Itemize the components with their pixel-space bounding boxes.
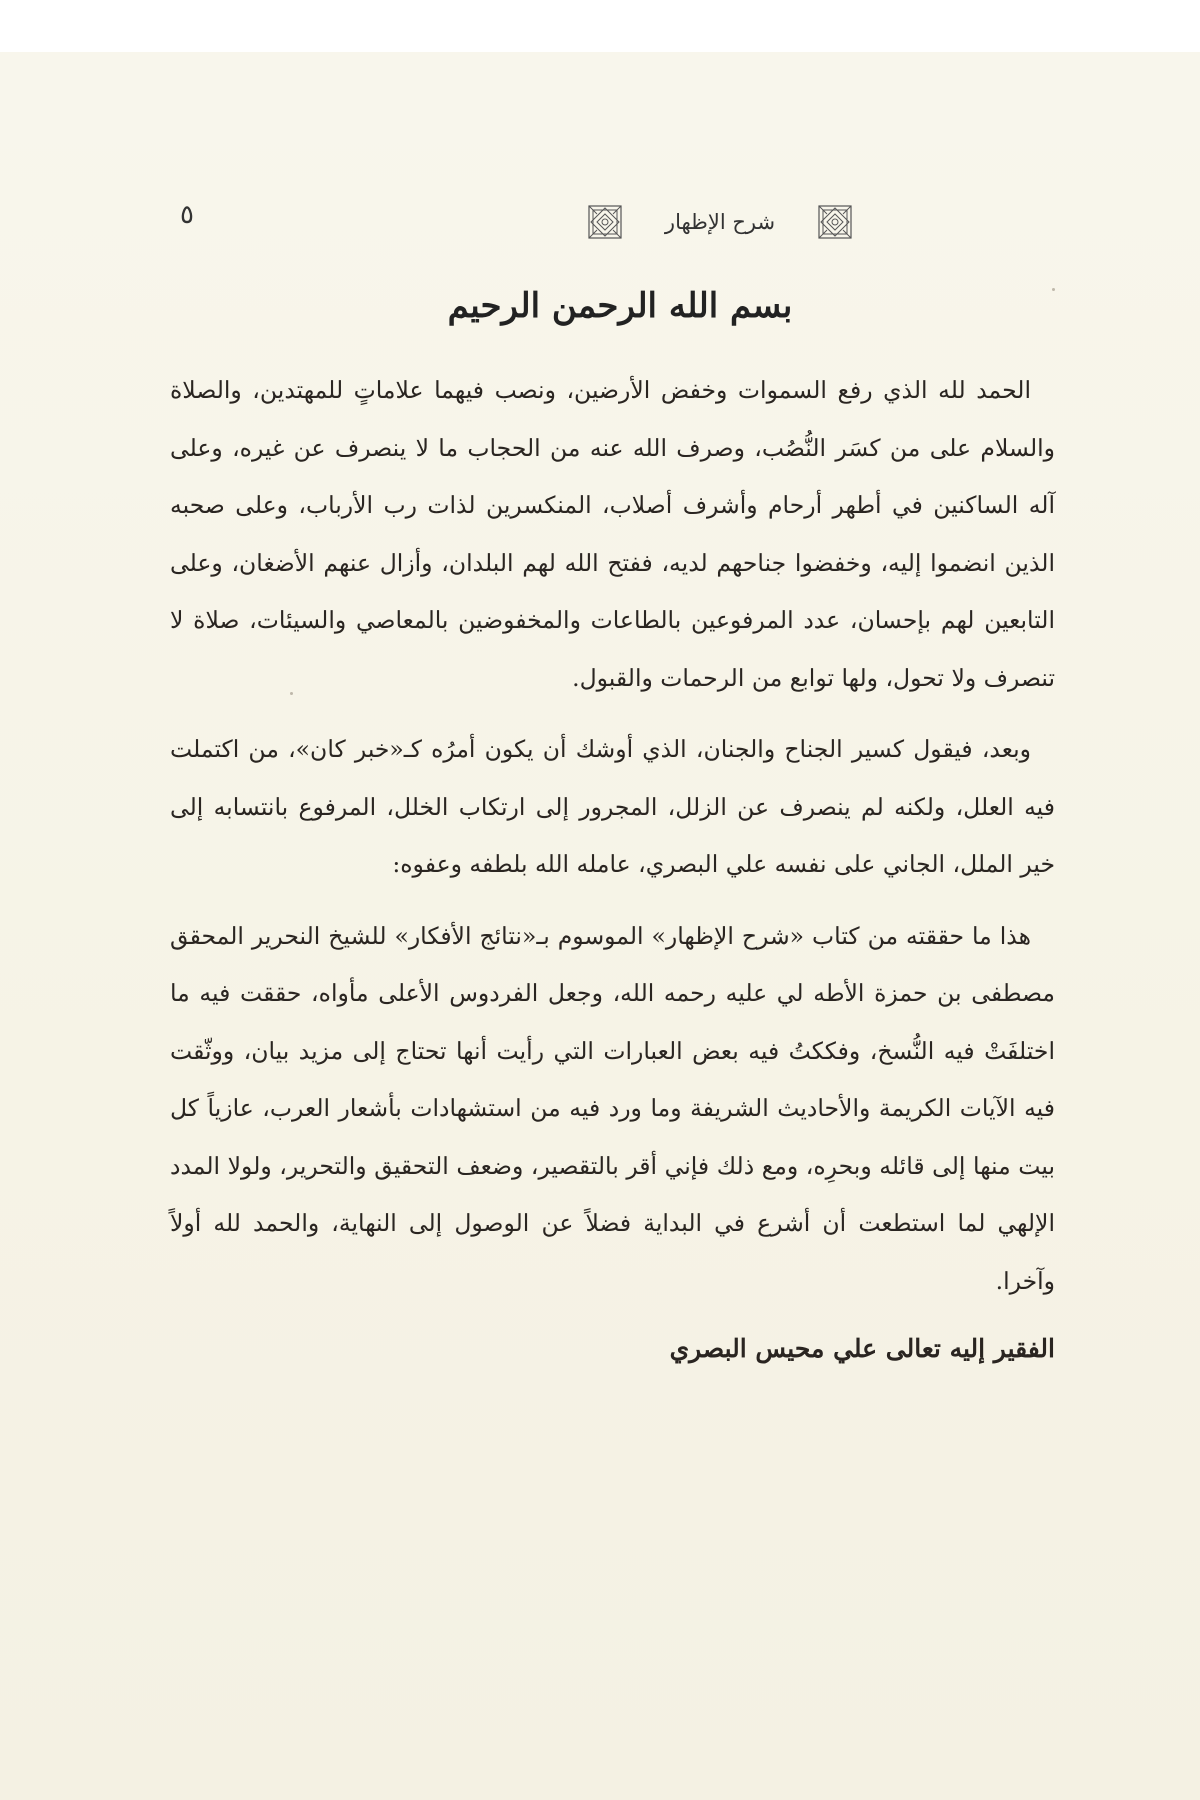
- basmala-heading: بسم الله الرحمن الرحيم: [447, 286, 793, 326]
- geometric-ornament-icon: [817, 204, 853, 240]
- book-title: شرح الإظهار: [664, 210, 776, 234]
- page-number: ٥: [180, 200, 194, 230]
- body-text: [170, 362, 1055, 1374]
- author-signature: الفقير إليه تعالى علي محيس البصري: [669, 1334, 1055, 1363]
- geometric-ornament-icon: [587, 204, 623, 240]
- header-title-group: [490, 192, 950, 252]
- running-header: [180, 192, 1060, 252]
- paragraph-introduction: وبعد، فيقول كسير الجناح والجنان، الذي أوشك أن يكون أمرُه كـ«خبر كان»، من اكتملت فيه العلل، ولكنه لم ينصرف عن الزلل، المجرور إلى ارتكاب الخلل، المرفوع بانتسابه إلى خير الملل، الجاني على نفسه علي البصري، عامله الله بلطفه وعفوه:: [170, 735, 1055, 878]
- paragraph-praise: الحمد لله الذي رفع السموات وخفض الأرضين، ونصب فيهما علاماتٍ للمهتدين، والصلاة والسلام على من كسَر النُّصُب، وصرف الله عنه من الحجاب ما لا ينصرف عن غيره، وعلى آله الساكنين في أطهر أرحام وأشرف أصلاب، المنكسرين لذات رب الأرباب، وعلى صحبه الذين انضموا إليه، وخفضوا جناحهم لديه، ففتح الله لهم البلدان، وأزال عنهم الأضغان، وعلى التابعين لهم بإحسان، عدد المرفوعين بالطاعات والمخفوضين بالمعاصي والسيئات، صلاة لا تنصرف ولا تحول، ولها توابع من الرحمات والقبول.: [170, 376, 1055, 692]
- scan-top-margin: [0, 0, 1200, 52]
- paragraph-work-description: هذا ما حققته من كتاب «شرح الإظهار» الموسوم بـ«نتائج الأفكار» للشيخ النحرير المحقق مصطفى بن حمزة الأطه لي عليه رحمه الله، وجعل الفردوس الأعلى مأواه، حققت فيه ما اختلفَتْ فيه النُّسخ، وفككتُ فيه بعض العبارات التي رأيت أنها تحتاج إلى مزيد بيان، ووثّقت فيه الآيات الكريمة والأحاديث الشريفة وما ورد فيه من استشهادات بأشعار العرب، عازياً كل بيت منها إلى قائله وبحرِه، ومع ذلك فإني أقر بالتقصير، وضعف التحقيق والتحرير، ولولا المدد الإلهي لما استطعت أن أشرع في البداية فضلاً عن الوصول إلى النهاية، والحمد لله أولاً وآخرا.: [170, 921, 1055, 1295]
